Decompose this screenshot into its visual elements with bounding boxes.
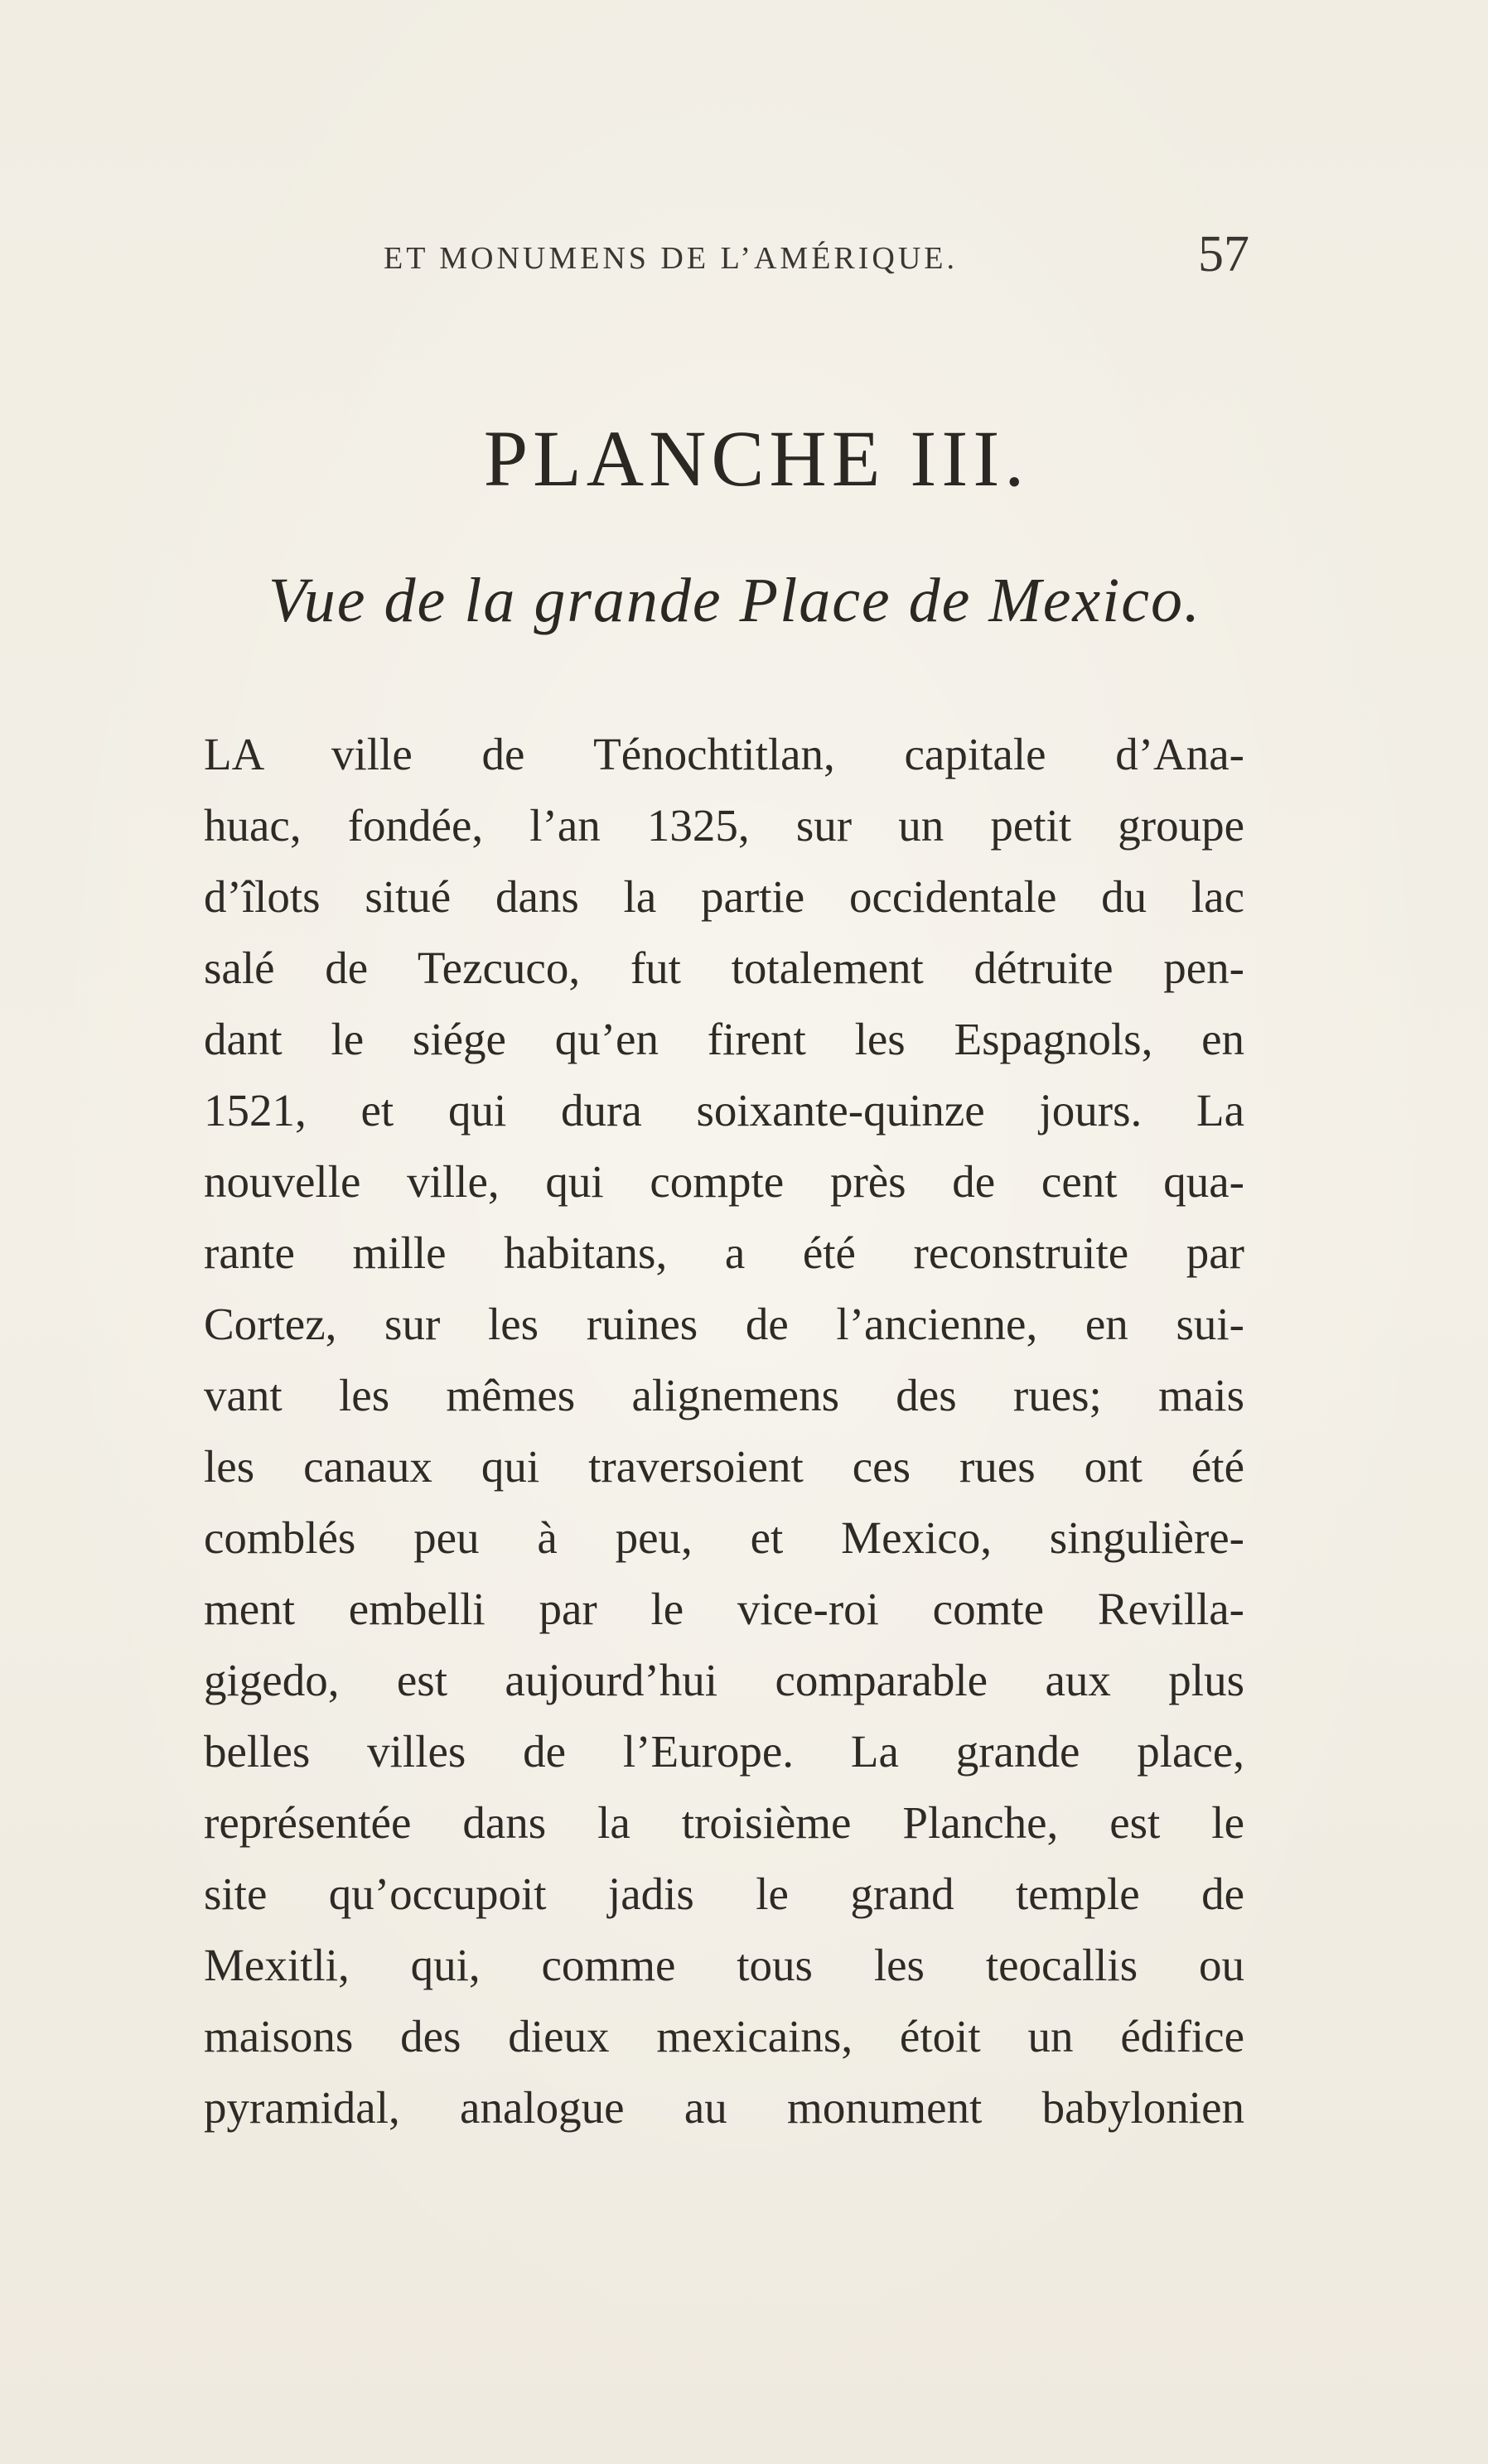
text-line: salé de Tezcuco, fut totalement détruite pen- [204, 943, 1244, 993]
running-head [205, 226, 1283, 287]
text-line: huac, fondée, l’an 1325, sur un petit groupe [204, 800, 1244, 851]
body-text [204, 719, 1244, 2143]
text-line: rante mille habitans, a été reconstruite par [204, 1227, 1244, 1278]
plate-title: PLANCHE III. [483, 414, 1030, 503]
text-line: ment embelli par le vice-roi comte Revilla- [204, 1584, 1244, 1634]
text-line: représentée dans la troisième Planche, est le [204, 1797, 1244, 1848]
text-line: Mexitli, qui, comme tous les teocallis ou [204, 1940, 1244, 1990]
text-line: 1521, et qui dura soixante-quinze jours. La [204, 1085, 1244, 1136]
text-line: comblés peu à peu, et Mexico, singulière- [204, 1512, 1244, 1563]
text-line: nouvelle ville, qui compte près de cent qua- [204, 1156, 1244, 1207]
text-line: dant le siége qu’en firent les Espagnols, en [204, 1014, 1244, 1064]
text-line: vant les mêmes alignemens des rues; mais [204, 1370, 1244, 1420]
text-line: gigedo, est aujourd’hui comparable aux plus [204, 1655, 1244, 1705]
text-line: LA ville de Ténochtitlan, capitale d’Ana- [204, 729, 1244, 779]
text-line: site qu’occupoit jadis le grand temple de [204, 1868, 1244, 1919]
text-line: pyramidal, analogue au monument babylonien [204, 2082, 1244, 2133]
running-title: ET MONUMENS DE L’AMÉRIQUE. [384, 241, 958, 276]
text-line: Cortez, sur les ruines de l’ancienne, en sui- [204, 1299, 1244, 1349]
text-line: maisons des dieux mexicains, étoit un édifice [204, 2011, 1244, 2061]
plate-subtitle: Vue de la grande Place de Mexico. [268, 566, 1202, 635]
text-line: belles villes de l’Europe. La grande place, [204, 1726, 1244, 1777]
page-number: 57 [1198, 226, 1249, 282]
text-line: les canaux qui traversoient ces rues ont été [204, 1441, 1244, 1492]
text-line: d’îlots situé dans la partie occidentale du lac [204, 871, 1244, 922]
